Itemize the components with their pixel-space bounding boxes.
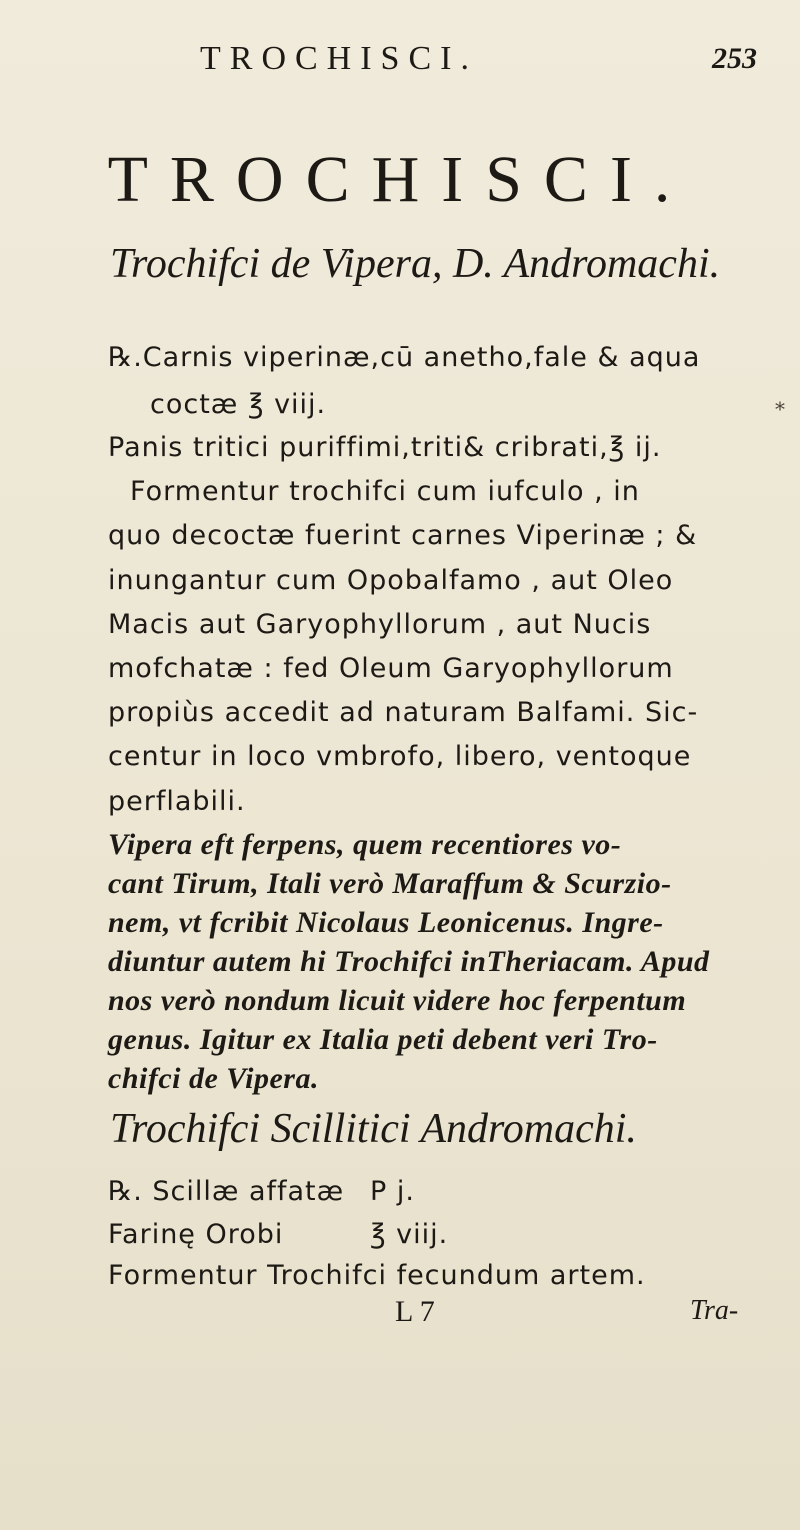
ingredient-name: ℞. Scillæ affatæ (108, 1176, 345, 1207)
ingredient-name: Farinę Orobi (108, 1219, 284, 1250)
section-title: TROCHISCI. (107, 143, 693, 216)
recipe-line: coctæ ℥ viij. (150, 389, 327, 420)
recipe-line: Panis tritici puriffimi,triti& cribrati,℥ ij. (108, 432, 662, 463)
recipe-line: inungantur cum Opobalfamo , aut Oleo (108, 565, 674, 596)
note-line: genus. Igitur ex Italia peti debent veri Tro- (108, 1023, 658, 1056)
recipe-line: centur in loco vmbrofo, libero, ventoque (108, 741, 692, 772)
running-title: TROCHISCI. (200, 40, 478, 77)
note-line: nos verò nondum licuit videre hoc ferpentum (108, 984, 687, 1017)
recipe-line: quo decoctæ fuerint carnes Viperinæ ; & (108, 520, 698, 551)
note-line: Vipera eft ferpens, quem recentiores vo- (108, 828, 622, 861)
page-number: 253 (712, 42, 757, 75)
signature-mark: L 7 (395, 1295, 435, 1328)
recipe-line: mofchatæ : fed Oleum Garyophyllorum (108, 653, 674, 684)
page-footer (0, 1295, 800, 1335)
catchword: Tra- (690, 1295, 739, 1326)
margin-asterisk: * (775, 397, 785, 421)
note-line: cant Tirum, Itali verò Maraffum & Scurzio- (108, 867, 672, 900)
recipe-line: propiùs accedit ad naturam Balfami. Sic- (108, 697, 699, 728)
note-line: chifci de Vipera. (108, 1062, 319, 1095)
recipe-line: Macis aut Garyophyllorum , aut Nucis (108, 609, 652, 640)
running-head (0, 38, 800, 88)
ingredient-quantity: P j. (370, 1176, 415, 1207)
recipe-1-title: Trochifci de Vipera, D. Andromachi. (110, 241, 721, 287)
recipe-closing-line: Formentur Trochifci fecundum artem. (108, 1260, 646, 1291)
recipe-2-title: Trochifci Scillitici Andromachi. (110, 1106, 637, 1152)
ingredient-quantity: ℥ viij. (370, 1219, 449, 1250)
note-line: diuntur autem hi Trochifci inTheriacam. Apud (108, 945, 710, 978)
recipe-line: Formentur trochifci cum iufculo , in (130, 476, 640, 507)
recipe-line: perflabili. (108, 786, 246, 817)
recipe-line: ℞.Carnis viperinæ,cū anetho,fale & aqua (108, 342, 701, 373)
note-line: nem, vt fcribit Nicolaus Leonicenus. Ingre- (108, 906, 664, 939)
